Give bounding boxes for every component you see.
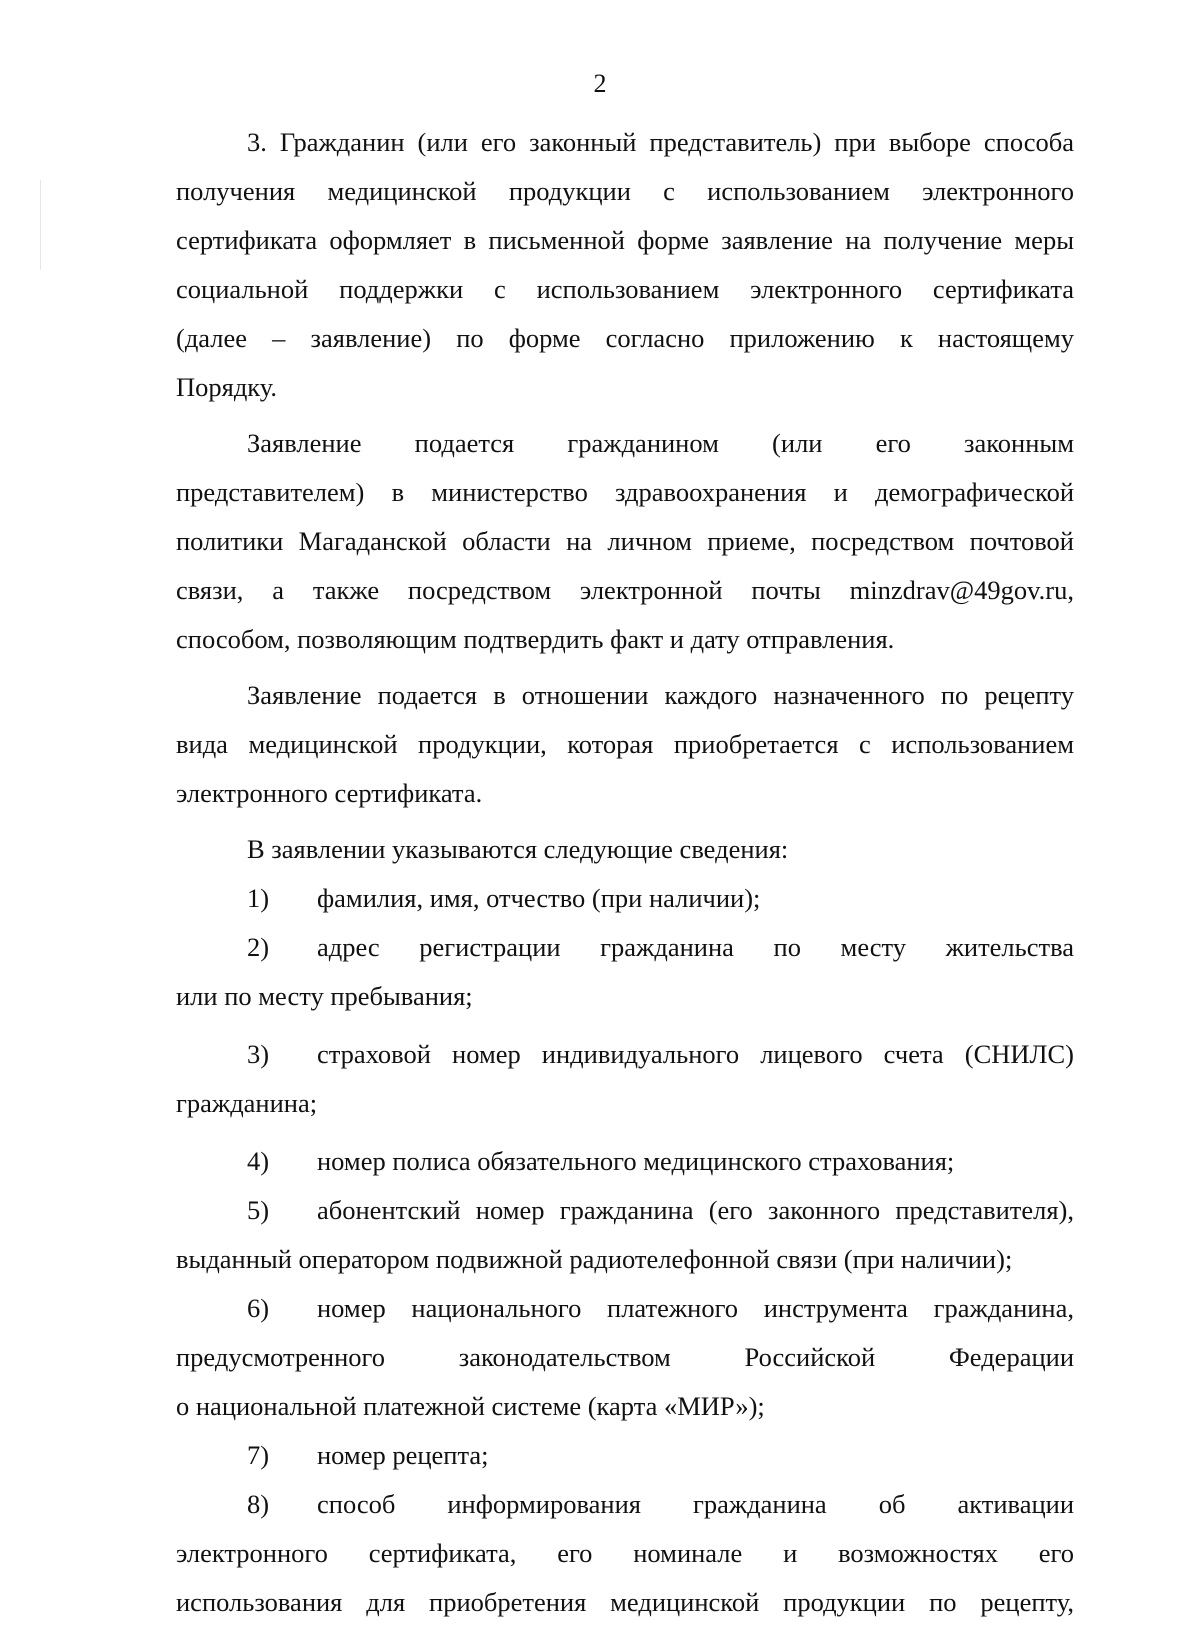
page-number: 2 [593, 69, 607, 98]
text-line: сертификата оформляет в письменной форме заявление на получение меры [176, 225, 1074, 255]
list-item-number: 5) [247, 1195, 270, 1225]
list-item-text: адрес регистрации гражданина по месту жительства [317, 932, 1074, 962]
text-line: Заявление подается гражданином (или его законным [247, 428, 1074, 458]
text-line: (далее – заявление) по форме согласно приложению к настоящему [176, 323, 1074, 353]
list-item-text: номер рецепта; [317, 1440, 489, 1470]
list-item-line [176, 1030, 1074, 1079]
list-item-line [176, 923, 1074, 972]
text-line: гражданина; [176, 1088, 318, 1118]
list-item-line [176, 1284, 1074, 1333]
text-line: Порядку. [176, 372, 278, 402]
list-item-line [176, 1431, 1074, 1480]
list-item [176, 1030, 1074, 1128]
text-line: Заявление подается в отношении каждого назначенного по рецепту [247, 680, 1074, 710]
list-item [176, 1480, 1074, 1627]
list-item-text: фамилия, имя, отчество (при наличии); [317, 883, 761, 913]
text-line: электронного сертификата, его номинале и возможностях его [176, 1538, 1074, 1568]
list-item [176, 1431, 1074, 1480]
list-item [176, 1137, 1074, 1186]
text-line: представителем) в министерство здравоохранения и демографической [176, 477, 1074, 507]
document-body [176, 118, 1074, 1627]
list-item [176, 1186, 1074, 1284]
text-line: 3. Гражданин (или его законный представитель) при выборе способа [247, 127, 1074, 157]
text-line: выданный оператором подвижной радиотелефонной связи (при наличии); [176, 1244, 1013, 1274]
list-item-text: номер национального платежного инструмента гражданина, [317, 1293, 1074, 1323]
list-item [176, 923, 1074, 1021]
paragraph-submission [176, 419, 1074, 664]
text-line: электронного сертификата. [176, 778, 483, 808]
scan-margin-mark [40, 180, 41, 270]
list-item-number: 8) [247, 1489, 270, 1519]
list-item-number: 3) [247, 1039, 270, 1069]
text-line: получения медицинской продукции с использованием электронного [176, 176, 1074, 206]
list-item-line [176, 874, 1074, 923]
text-line: или по месту пребывания; [176, 981, 473, 1011]
paragraph-3 [176, 118, 1074, 412]
list-item-text: способ информирования гражданина об активации [317, 1489, 1074, 1519]
text-line: В заявлении указываются следующие сведения: [247, 834, 789, 864]
list-item-line [176, 1186, 1074, 1235]
text-line: социальной поддержки с использованием электронного сертификата [176, 274, 1074, 304]
list-item-line [176, 1137, 1074, 1186]
text-line: о национальной платежной системе (карта «МИР»); [176, 1391, 765, 1421]
list-item-number: 7) [247, 1440, 270, 1470]
text-line: политики Магаданской области на личном приеме, посредством почтовой [176, 526, 1074, 556]
list-item [176, 1284, 1074, 1431]
list-item-number: 1) [247, 883, 270, 913]
paragraph-info-list-intro [176, 825, 1074, 874]
text-line: вида медицинской продукции, которая приобретается с использованием [176, 729, 1074, 759]
text-line: использования для приобретения медицинской продукции по рецепту, [176, 1587, 1074, 1617]
text-line: связи, а также посредством электронной почты minzdrav@49gov.ru, [176, 575, 1074, 605]
list-item-line [176, 1480, 1074, 1529]
list-item-number: 4) [247, 1146, 270, 1176]
list-item [176, 874, 1074, 923]
list-item-number: 6) [247, 1293, 270, 1323]
list-item-text: номер полиса обязательного медицинского страхования; [317, 1146, 955, 1176]
text-line: предусмотренного законодательством Российской Федерации [176, 1342, 1074, 1372]
list-item-text: абонентский номер гражданина (его законного представителя), [317, 1195, 1074, 1225]
text-line: способом, позволяющим подтвердить факт и дату отправления. [176, 624, 895, 654]
paragraph-each-product [176, 671, 1074, 818]
list-item-number: 2) [247, 932, 270, 962]
list-item-text: страховой номер индивидуального лицевого счета (СНИЛС) [317, 1039, 1074, 1069]
